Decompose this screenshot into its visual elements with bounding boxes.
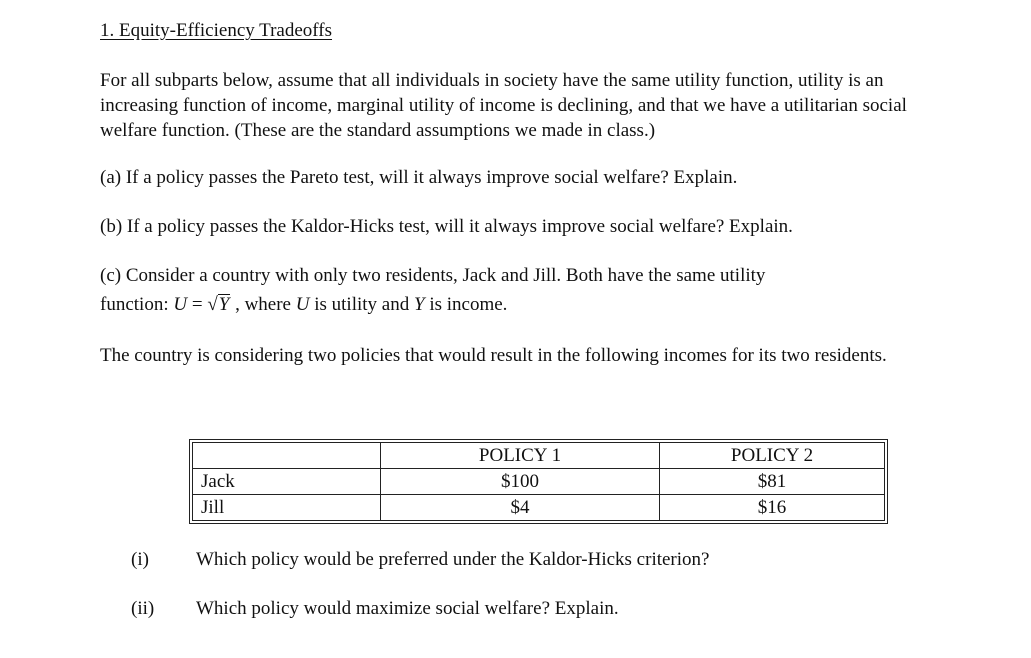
sqrt-symbol: √Y	[207, 294, 230, 315]
part-c-suffix: is income.	[424, 294, 508, 315]
formula-radicand: Y	[218, 294, 230, 315]
var-u: U	[295, 294, 310, 315]
table-header-policy1: POLICY 1	[381, 443, 660, 469]
part-b-question: (b) If a policy passes the Kaldor-Hicks test, will it always improve social welfare? Explain.	[100, 216, 793, 237]
question-ii-text: Which policy would maximize social welfare? Explain.	[196, 598, 619, 619]
row-name-jill: Jill	[193, 495, 381, 521]
intro-paragraph: For all subparts below, assume that all individuals in society have the same utility function, utility is an increasing function of income, marginal utility of income is declining, and that we have a utilitarian social welfare function. (These are the standard assumptions we made in class.)	[100, 70, 907, 141]
row-name-jack: Jack	[193, 469, 381, 495]
cell-jill-policy1: $4	[381, 495, 660, 521]
cell-jack-policy1: $100	[381, 469, 660, 495]
question-ii-number: (ii)	[131, 598, 155, 619]
part-c-line1: (c) Consider a country with only two residents, Jack and Jill. Both have the same utility	[100, 265, 766, 286]
question-i-text: Which policy would be preferred under the Kaldor-Hicks criterion?	[196, 549, 710, 570]
income-table	[189, 439, 888, 524]
table-header-cell	[193, 443, 381, 469]
cell-jack-policy2: $81	[660, 469, 885, 495]
cell-jill-policy2: $16	[660, 495, 885, 521]
table-header-row	[193, 443, 885, 469]
part-c-mid1: , where	[230, 294, 296, 315]
section-heading: 1. Equity-Efficiency Tradeoffs	[100, 20, 333, 41]
country-paragraph: The country is considering two policies that would result in the following incomes for its two residents.	[100, 345, 887, 366]
part-a-question: (a) If a policy passes the Pareto test, will it always improve social welfare? Explain.	[100, 167, 738, 188]
table-row	[193, 495, 885, 521]
part-c-line2	[100, 294, 507, 316]
formula-lhs: U	[173, 294, 188, 315]
formula-equals: =	[187, 294, 208, 315]
table-row	[193, 469, 885, 495]
part-c-prefix: function:	[100, 294, 174, 315]
question-i-number: (i)	[131, 549, 149, 570]
var-y: Y	[413, 294, 425, 315]
part-c-mid2: is utility and	[309, 294, 414, 315]
table-header-policy2: POLICY 2	[660, 443, 885, 469]
